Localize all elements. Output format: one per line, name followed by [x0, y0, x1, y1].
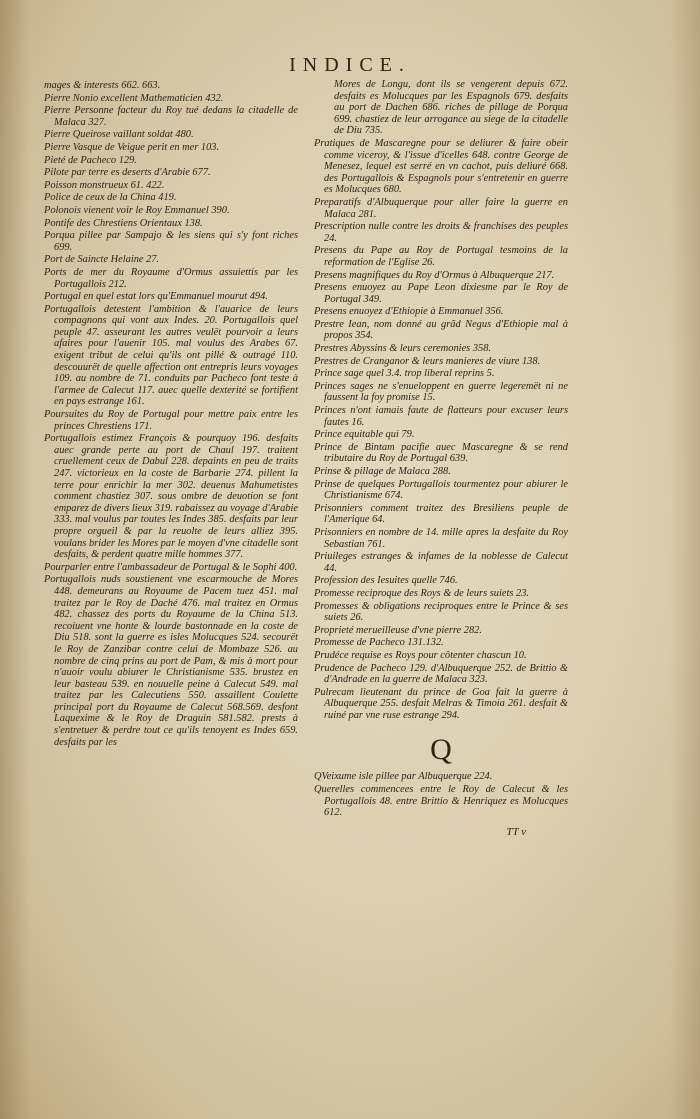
- index-entry: Preparatifs d'Albuquerque pour aller faire la guerre en Malaca 281.: [314, 196, 568, 220]
- index-entry: Prince sage quel 3.4. trop liberal reprins 5.: [314, 368, 495, 380]
- index-entry: Priuileges estranges & infames de la noblesse de Calecut 44.: [314, 551, 568, 574]
- index-entry: Prestre Iean, nom donné au grãd Negus d'Ethiopie mal à propos 354.: [314, 318, 568, 342]
- index-entry-continuation: Mores de Longu, dont ils se vengerent depuis 672. desfaits es Molucques par les Espagnols 679. desfaits au port de Dachen 686. riches de pillage de Porqua 699. chastiez de leur arrogance au siege de la citadelle de Diu 735.: [334, 79, 568, 137]
- index-entry: Pierre Nonio excellent Mathematicien 432.: [44, 92, 224, 104]
- index-entry: Prestres Abyssins & leurs ceremonies 358.: [314, 343, 492, 355]
- index-entry: Prinse de quelques Portugallois tourmentez pour abiurer le Christianisme 674.: [314, 478, 568, 502]
- index-entry: Promesse de Pacheco 131.132.: [314, 637, 444, 649]
- index-entry: Pulrecam lieutenant du prince de Goa fait la guerre à Albuquerque 255. desfait Melras & Timoia 261. desfait & ruiné par vne ruse estrange 294.: [314, 686, 568, 721]
- page-title: INDICE.: [289, 54, 411, 76]
- index-entry: Prestres de Cranganor & leurs manieres de viure 138.: [314, 355, 541, 367]
- index-entry: Princes sages ne s'enueloppent en guerre legeremët ni ne faussent la foy promise 15.: [314, 380, 568, 404]
- index-entry: Pierre Vasque de Veigue perit en mer 103.: [44, 141, 220, 153]
- index-entry: QVeixume isle pillee par Albuquerque 224.: [314, 771, 493, 783]
- signature-mark: TT v: [506, 825, 526, 838]
- index-entry: Prudéce requise es Roys pour côtenter chascun 10.: [314, 649, 527, 661]
- page-gutter-shadow: [0, 0, 30, 1119]
- index-entry: Portugallois detestent l'ambition & l'auarice de leurs compagnons qui vont aux Indes. 20. Portugallois quel peuple 47. asseurant les autres veulët pourvoir a leurs afaires pour l'auenir 105. mal voulus des Arabes 67. exigent tribut de celui qu'ils ont pillé & outragé 110. descouurët de quelle affection ont entrepris leurs voyages 109. au nombre de 71. conduits par Pacheco font teste à l'armee de Calecut 117. auec quelle dexterité se fortifient en pays estrange 161.: [44, 303, 298, 408]
- index-entry: Pierre Queirose vaillant soldat 480.: [44, 129, 194, 141]
- index-entry: Poursuites du Roy de Portugal pour mettre paix entre les princes Chrestiens 171.: [44, 409, 298, 432]
- index-column-right: [314, 80, 568, 838]
- index-entry: Presens magnifiques du Roy d'Ormus à Albuquerque 217.: [314, 269, 555, 281]
- index-entry: Pieté de Pacheco 129.: [44, 154, 137, 166]
- index-entry: Polonois vienent voir le Roy Emmanuel 390.: [44, 204, 230, 216]
- index-entry: Presens du Pape au Roy de Portugal tesmoins de la reformation de l'Eglise 26.: [314, 245, 568, 268]
- index-entry: Prinse & pillage de Malaca 288.: [314, 466, 451, 477]
- index-entry: Prisonniers comment traitez des Bresiliens peuple de l'Amerique 64.: [314, 502, 568, 526]
- index-column-left: [44, 80, 298, 749]
- index-entry: Portugallois nuds soustienent vne escarmouche de Mores 448. demeurans au Royaume de Pacem tuez 451. mal traitez par le Roy de Daché 476. mal traitez en Ormus 482. chassez des ports du Royaume de la China 513. recoiuent vne honte & lourde bastonnade en la coste de Diu 518. sont la guerre es isles Molucques 524. secourët le Roy de Zanzibar contre celui de Mombaze 526. au nombre de cinq prins au port de Pam, & mis à mort pour n'auoir voulu abiurer le Christianisme 535. brustez en leur basteau 539. en nouuelle peine à Calecut 549. mal traitez par les Calecutiens 550. assaillent Coulette principal port du Royaume de Calecut 568.569. desfont Laquexime & le Roy de Draguin 581.582. prests à s'entretuer & perdre tout ce qu'ils tenoyent es Indes 659. desfaits par les: [44, 574, 298, 748]
- index-entry: Pierre Personne facteur du Roy tué dedans la citadelle de Malaca 327.: [44, 105, 298, 128]
- index-entry: Pontife des Chrestiens Orientaux 138.: [44, 217, 203, 229]
- index-entry: Princes n'ont iamais faute de flatteurs pour excuser leurs fautes 16.: [314, 405, 568, 428]
- index-entry: mages & interests 662. 663.: [44, 80, 161, 91]
- section-letter-q: Q: [430, 733, 452, 767]
- index-entry: Prudence de Pacheco 129. d'Albuquerque 252. de Brittio & d'Andrade en la guerre de Malaca 323.: [314, 662, 568, 686]
- index-entry: Prescription nulle contre les droits & franchises des peuples 24.: [314, 221, 568, 244]
- index-entry: Ports de mer du Royaume d'Ormus assuiettis par les Portugallois 212.: [44, 266, 298, 290]
- index-entry: Portugallois estimez François & pourquoy 196. desfaits auec grande perte au port de Chaul 197. traitent cruellement ceux de Dabul 228. depaints en peu de traits 247. victorieux en la coste de Barbarie 274. pillent la terre pour enrichir la mer 302. deuenus Mahumetistes comment chastiez 307. sous ombre de deuotion se font emparez de divers lieux 319. rabaissez au voyage d'Arabie 333. mal voulus par toutes les Indes 385. desfaits par leur propre orgueil & par la reuolte de leurs alliez 395. voulans brider les Mores par le moyen d'vne citadelle sont desfaits, & perdent quatre mille hommes 377.: [44, 433, 298, 561]
- index-entry: Portugal en quel estat lors qu'Emmanuel mourut 494.: [44, 291, 268, 303]
- index-entry: Prince equitable qui 79.: [314, 429, 415, 441]
- page-edge-shadow: [670, 0, 700, 1119]
- index-entry: Prince de Bintam pacifie auec Mascaregne & se rend tributaire du Roy de Portugal 639.: [314, 441, 568, 465]
- index-entry: Promesse reciproque des Roys & de leurs suiets 23.: [314, 587, 529, 599]
- index-entry: Porqua pillee par Sampajo & les siens qui s'y font riches 699.: [44, 230, 298, 253]
- index-entry: Pratiques de Mascaregne pour se deliurer & faire obeir comme viceroy, & l'issue d'icelles 648. contre George de Menesez, lequel est serré en vn cachot, puis deliuré 668. des Portugallois & Espagnols pour s'entretenir en guerre es Molucques 680.: [314, 137, 568, 196]
- index-entry: Promesses & obligations reciproques entre le Prince & ses suiets 26.: [314, 600, 568, 624]
- index-entry: Pourparler entre l'ambassadeur de Portugal & le Sophi 400.: [44, 561, 298, 573]
- index-entry: Pilote par terre es deserts d'Arabie 677.: [44, 167, 211, 179]
- index-entry: Poisson monstrueux 61. 422.: [44, 179, 165, 191]
- index-entry: Presens enuoyez d'Ethiopie à Emmanuel 356.: [314, 306, 504, 318]
- index-entry: Querelles commencees entre le Roy de Calecut & les Portugallois 48. entre Brittio & Henriquez es Molucques 612.: [314, 784, 568, 819]
- index-entry: Presens enuoyez au Pape Leon dixiesme par le Roy de Portugal 349.: [314, 282, 568, 305]
- index-entry: Police de ceux de la China 419.: [44, 192, 177, 204]
- index-entry: Port de Saincte Helaine 27.: [44, 254, 160, 266]
- index-entry: Profession des Iesuites quelle 746.: [314, 575, 458, 587]
- index-entry: Proprieté merueilleuse d'vne pierre 282.: [314, 624, 482, 636]
- index-entry: Prisonniers en nombre de 14. mille apres la desfaite du Roy Sebastian 761.: [314, 526, 568, 550]
